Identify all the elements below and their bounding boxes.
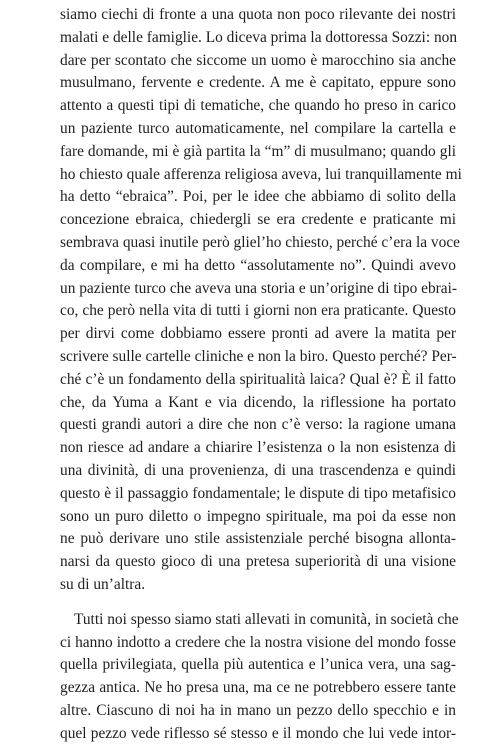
text-line: un paziente turco automaticamente, nel compilare la cartella e (60, 119, 456, 137)
text-line: gezza antica. Ne ho presa una, ma ce ne potrebbero essere tante (60, 679, 456, 697)
text-line: non riesce ad andare a chiarire lʼesistenza o la non esistenza di (60, 439, 456, 457)
text-line: ho chiesto quale afferenza religiosa aveva, lui tranquillamente mi (60, 165, 462, 183)
text-line: che, da Yuma a Kant e via dicendo, la riflessione ha portato (60, 393, 456, 411)
paragraph-1 (60, 4, 462, 597)
text-line: altre. Ciascuno di noi ha in mano un pezzo dello specchio e in (60, 701, 456, 719)
text-line: attento a questi tipi di tematiche, che quando ho preso in carico (60, 97, 456, 115)
text-line: un paziente turco che aveva una storia e unʼorigine di tipo ebrai- (60, 279, 458, 297)
text-line: sembrava quasi inutile però glielʼho chiesto, perché cʼera la voce (60, 233, 460, 251)
text-line: narsi da questo gioco di una pretesa superiorità di una visione (60, 553, 456, 571)
text-line: malati e delle famiglie. Lo diceva prima la dottoressa Sozzi: non (60, 28, 458, 46)
text-line: Tutti noi spesso siamo stati allevati in comunità, in società che (74, 610, 459, 628)
paragraph-gap (60, 597, 456, 609)
text-line: ci hanno indotto a credere che la nostra visione del mondo fosse (60, 633, 456, 651)
text-line: ha detto “ebraica”. Poi, per le idee che abbiamo di solito della (60, 188, 456, 206)
text-line: su di unʼaltra. (60, 575, 146, 593)
text-line: questo è il passaggio fondamentale; le dispute di tipo metafisico (60, 484, 456, 502)
text-line: siamo ciechi di fronte a una quota non poco rilevante dei nostri (60, 6, 456, 23)
text-line: fare domande, mi è già partita la “m” di musulmano; quando gli (60, 142, 456, 160)
text-line: questi grandi autori a dire che non cʼè verso: la ragione umana (60, 416, 456, 434)
text-line: scrivere sulle cartelle cliniche e non la biro. Questo perché? Per- (60, 347, 457, 365)
text-line: quella privilegiata, quella più autentica e lʼunica vera, una sag- (60, 656, 456, 674)
text-line: quel pezzo vede riflesso sé stesso e il mondo che lui vede intor- (60, 724, 456, 742)
text-line: ne può derivare uno stile assistenziale perché bisogna allonta- (60, 530, 456, 548)
text-line: concezione ebraica, chiedergli se era credente e praticante mi (60, 211, 456, 229)
text-line: una divinità, di una provenienza, di una trascendenza e quindi (60, 461, 456, 479)
text-line: ché cʼè un fondamento della spiritualità laica? Qual è? È il fatto (60, 370, 456, 388)
text-line: sono un puro diletto o impegno spirituale, ma poi da esse non (60, 507, 456, 525)
text-line: musulmano, fervente e credente. A me è capitato, eppure sono (60, 74, 456, 92)
text-line: co, che però nella vita di tutti i giorni non era praticante. Questo (60, 302, 456, 320)
text-line: dare per scontato che siccome un uomo è marocchino sia anche (60, 51, 456, 69)
body-text (60, 4, 462, 746)
text-line: per dirvi come dobbiamo essere pronti ad avere la matita per (60, 325, 456, 343)
text-line: da compilare, e mi ha detto “assolutamente no”. Quindi avevo (60, 256, 456, 274)
paragraph-2 (60, 609, 459, 746)
